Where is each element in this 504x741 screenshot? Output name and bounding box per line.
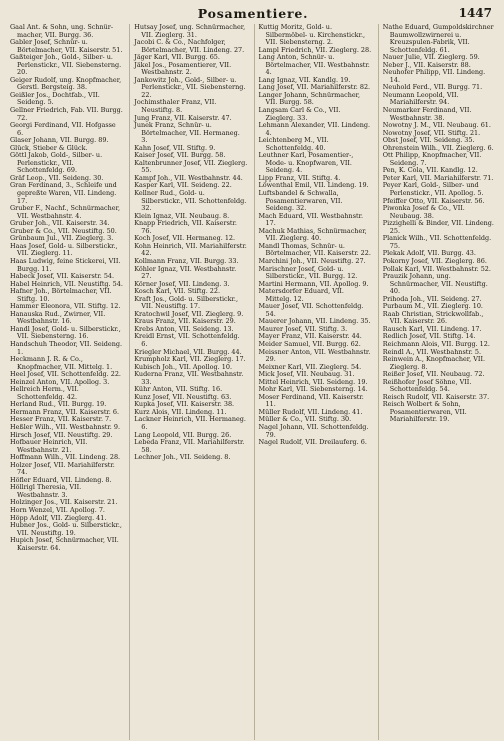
directory-entry: Köhler Ignaz, VII. Westbahnstr. 27.	[134, 264, 237, 281]
directory-entry: Gruber F., Nachf., Schnürmacher, VII. Westbahnstr. 4.	[10, 204, 120, 220]
directory-entry: Leichtenberg M., VII. Schottenfeldg. 40.	[258, 136, 329, 152]
directory-entry: Höfler Eduard, VII. Lindeng. 8.	[10, 475, 112, 484]
directory-entry: Hermann Franz, VII. Kaiserstr. 6.	[10, 407, 120, 416]
directory-entry: Hafner Joh., Börtelmacher, VII. Stiftg. 10.	[10, 287, 112, 303]
directory-entry: Lipp Franz, VII. Stiftg. 4.	[258, 173, 341, 182]
directory-entry: Kupka Josef, VII. Kaiserstr. 38.	[134, 400, 235, 409]
directory-entry: Lang Anton, Schnür- u. Börtelmacher, VII. Westbahnstr. 4.	[258, 53, 370, 77]
directory-entry: Hesser Franz, VII. Kaiserstr. 7.	[10, 415, 112, 424]
directory-entry: Krumpholz Karl, VII. Zieglerg. 17.	[134, 355, 246, 364]
column-4	[378, 24, 496, 740]
directory-entry: Lampl Friedrich, VII. Zieglerg. 28.	[258, 45, 372, 54]
directory-entry: Reisch Wolbert & Sohn, Posamentierwaren, VII. Mariahilferstr. 19.	[382, 400, 467, 424]
directory-entry: Reisch Rudolf, VII. Kaiserstr. 37.	[382, 392, 490, 401]
directory-entry: Holzer Josef, VII. Mariahilferstr. 74.	[10, 460, 115, 477]
directory-entry: Kaltenbrunner Josef, VII. Zieglerg. 55.	[134, 158, 248, 175]
directory-entry: Prauzik Johann, ung. Schnürmacher, VII. Neustiftg. 40.	[382, 272, 488, 296]
directory-entry: Kriegler Michael, VII. Burgg. 44.	[134, 347, 242, 356]
directory-entry: Meissner Anton, VII. Westbahnstr. 29.	[258, 347, 371, 364]
directory-entry: Kurz Alois, VII. Lindeng. 11.	[134, 407, 227, 416]
directory-entry: Pen, K. Cola, VII. Kandlg. 12.	[382, 166, 478, 175]
directory-entry: Ott Philipp, Knopfmacher, VII. Seideng. 7.	[382, 151, 482, 167]
directory-entry: Moser Ferdinand, VII. Kaiserstr. 11.	[258, 392, 364, 409]
directory-entry: Piwonka Josef & Co., VII. Neubaug. 38.	[382, 204, 465, 220]
directory-entry: Hirsch Josef, VII. Neustiftg. 29.	[10, 430, 113, 439]
directory-entry: Lehmann Alexander, VII. Lindeng. 4.	[258, 121, 371, 137]
directory-entry: Obst Josef, VII. Seideng. 35.	[382, 136, 475, 145]
directory-entry: Marchini Joh., VII. Neustiftg. 27.	[258, 256, 366, 265]
directory-entry: Jacobi C. & Co., Nachfolger, Börtelmacher, VII. Lindeng. 27.	[134, 38, 245, 54]
directory-entry: Mohr Karl, VII. Siebensterng. 14.	[258, 385, 368, 394]
directory-entry: Plekak Adolf, VII. Burgg. 43.	[382, 249, 476, 258]
directory-entry: Pollak Karl, VII. Westbahnstr. 52.	[382, 264, 491, 273]
directory-entry: Haas Ludwig, feine Stickerei, VII. Burgg. 11.	[10, 256, 121, 273]
directory-entry: Neber J., VII. Kaiserstr. 88.	[382, 60, 471, 69]
directory-entry: Lebeda Franz, VII. Mariahilferstr. 58.	[134, 438, 245, 454]
directory-entry: Meider Samuel, VII. Burgg. 62.	[258, 339, 361, 348]
directory-entry: Jochimsthaler Franz, VII. Neustiftg. 8.	[134, 98, 217, 115]
directory-entry: Kubisch Joh., VII. Apollog. 10.	[134, 362, 233, 371]
columns	[10, 24, 496, 740]
directory-entry: Grünbaum Jul., VII. Zieglerg. 3.	[10, 234, 114, 243]
directory-entry: Mach Eduard, VII. Westbahnstr. 17.	[258, 211, 363, 228]
directory-entry: Kasper Karl, VII. Seideng. 22.	[134, 181, 232, 190]
directory-entry: Neuhold Ferd., VII. Burgg. 71.	[382, 83, 483, 92]
directory-entry: Kunz Josef, VII. Neustiftg. 63.	[134, 392, 232, 401]
directory-entry: Geiger Rudolf, ung. Knopfmacher, Gerstl. Bergsteig. 38.	[10, 75, 122, 92]
section-title: Posamentiere.	[197, 6, 309, 21]
directory-entry: Rausch Karl, VII. Lindeng. 17.	[382, 324, 482, 333]
directory-entry: Redlich Josef, VII. Stiftg. 14.	[382, 332, 476, 341]
directory-entry: Kühr Anton, VII. Stiftg. 16.	[134, 385, 223, 394]
directory-entry: Pokorny Josef, VII. Zieglerg. 86.	[382, 256, 487, 265]
directory-entry: Maurer Josef, VII. Stiftg. 3.	[258, 324, 348, 333]
directory-entry: Hubner Jos., Gold- u. Silberstickr., VII. Neustiftg. 19.	[10, 521, 122, 537]
directory-entry: Pizzighelli & Binder, VII. Lindeng. 25.	[382, 219, 494, 235]
directory-entry: Kreidl Ernst, VII. Schottenfeldg. 6.	[134, 332, 240, 348]
directory-entry: Langer Johann, Schnürmacher, VII. Burgg. 58.	[258, 90, 361, 107]
directory-entry: Gellner Friedrich, Fab. VII. Burgg. 72.	[10, 106, 123, 122]
directory-entry: Gruber Joh., VII. Kaiserstr. 34.	[10, 219, 110, 228]
directory-entry: Kampf Joh., VII. Westbahnstr. 44.	[134, 173, 243, 182]
directory-entry: Lang Josef, VII. Mariahilferstr. 82.	[258, 83, 371, 92]
directory-entry: Luftsbandel & Schwalla, Posamentierwaren, VII. Seideng. 32.	[258, 189, 343, 213]
directory-entry: Koch Josef, VII. Hermaneg. 12.	[134, 234, 236, 243]
directory-entry: Handschuh Theodor, VII. Seideng. 1.	[10, 339, 123, 356]
directory-entry: Mauer Josef, VII. Schottenfeldg. 54.	[258, 302, 364, 318]
directory-entry: Löwenthal Emil, VII. Lindeng. 19.	[258, 181, 369, 190]
directory-entry: Matersdorfer Eduard, VII. Mittelg. 12.	[258, 287, 344, 303]
directory-entry: Gran Ferdinand, 3., Schleife und gepreßte Waren, VII. Lindeng. 17.	[10, 181, 117, 205]
directory-entry: Gabler Josef, Schnür- u. Börtelmacher, VII. Kaiserstr. 51.	[10, 38, 123, 54]
directory-entry: Junek Franz, Schnür- u. Börtelmacher, VII. Hermaneg. 3.	[134, 121, 240, 145]
directory-entry: Kohn Heinrich, VII. Mariahilferstr. 42.	[134, 241, 247, 258]
directory-entry: Glaser Johann, VII. Burgg. 89.	[10, 136, 109, 145]
directory-entry: Neumarker Ferdinand, VII. Westbahnstr. 38.	[382, 106, 472, 122]
directory-entry: Knapp Friedrich, VII. Kaiserstr. 76.	[134, 219, 237, 235]
directory-entry: Kosch Karl, VII. Stiftg. 22.	[134, 287, 221, 296]
directory-entry: Gräf Leop., VII. Seideng. 30.	[10, 173, 104, 182]
directory-entry: Nowotny J. M., VII. Neubaug. 61.	[382, 121, 491, 130]
directory-entry: Mayer Franz, VII. Kaiserstr. 44.	[258, 332, 362, 341]
directory-entry: Hofbauer Heinrich, VII. Westbahnstr. 21.	[10, 438, 88, 454]
directory-entry: Hoffmann Wilh., VII. Lindeng. 28.	[10, 453, 121, 462]
directory-entry: Höpp Adolf, VII. Zieglerg. 41.	[10, 513, 107, 522]
column-2	[129, 24, 247, 740]
directory-entry: Müller Rudolf, VII. Lindeng. 41.	[258, 407, 363, 416]
directory-entry: Jung Franz, VII. Kaiserstr. 47.	[134, 113, 232, 122]
directory-entry: Heel Josef, VII. Schottenfeldg. 22.	[10, 370, 121, 379]
directory-entry: Reinwein A., Knopfmacher, VII. Zieglerg. 8.	[382, 355, 486, 371]
directory-entry: Leuthner Karl, Posamentier-, Mode- u. Knopfwaren, VII. Seideng. 4.	[258, 151, 354, 175]
directory-entry: Gaßteiger Joh., Gold-, Silber- u. Perlenstickr., VII. Siebensterng. 20.	[10, 53, 122, 77]
directory-entry: Heinzel Anton, VII. Apollog. 3.	[10, 377, 110, 386]
directory-entry: Neuhofer Philipp, VII. Lindeng. 14.	[382, 68, 486, 84]
directory-entry: Jäger Karl, VII. Burgg. 65.	[134, 53, 220, 62]
directory-entry: Mauerer Johann, VII. Lindeng. 35.	[258, 317, 371, 326]
directory-entry: Habeck Josef, VII. Kaiserstr. 54.	[10, 272, 115, 281]
directory-entry: Höllrigl Theresia, VII. Westbahnstr. 3.	[10, 483, 82, 499]
directory-entry: Lackner Heinrich, VII. Hermaneg. 6.	[134, 415, 246, 431]
column-3	[254, 24, 372, 740]
directory-entry: Nowotny Josef, VII. Stiftg. 21.	[382, 128, 481, 137]
directory-entry: Kuderna Franz, VII. Westbahnstr. 33.	[134, 370, 244, 386]
directory-entry: Meixner Karl, VII. Zieglerg. 54.	[258, 362, 362, 371]
directory-entry: Haas Josef, Gold- u. Silberstickr., VII. Zieglerg. 11.	[10, 241, 118, 258]
directory-entry: Handl Josef, Gold- u. Silberstickr., VII. Siebensterng. 16.	[10, 324, 121, 341]
directory-entry: Kellner Rud., Gold- u. Silberstickr., VII. Schottenfeldg. 32.	[134, 189, 247, 213]
directory-entry: Nagel Johann, VII. Schottenfeldg. 79.	[258, 422, 369, 439]
page-header	[10, 6, 496, 22]
directory-entry: Hupich Josef, Schnürmacher, VII. Kaiserstr. 64.	[10, 536, 119, 552]
directory-entry: Mandl Thomas, Schnür- u. Börtelmacher, VII. Kaiserstr. 22.	[258, 241, 371, 258]
directory-entry: Marischner Josef, Gold- u. Silberstickr., VII. Burgg. 12.	[258, 264, 358, 281]
directory-entry: Kraus Franz, VII. Kaiserstr. 29.	[134, 317, 236, 326]
directory-entry: Kahn Josef, VII. Stiftg. 9.	[134, 143, 216, 152]
directory-entry: Lang Ignaz, VII. Kandlg. 19.	[258, 75, 351, 84]
directory-entry: Purbaum M., VII. Zieglerg. 10.	[382, 302, 483, 311]
directory-entry: Lechner Joh., VII. Seideng. 8.	[134, 453, 231, 462]
directory-entry: Martini Hermann, VII. Apollog. 9.	[258, 279, 369, 288]
directory-entry: Jäkel Jos., Posamentierer, VII. Westbahnstr. 2.	[134, 60, 232, 77]
directory-entry: Heßler Wilh., VII. Westbahnstr. 9.	[10, 422, 120, 431]
directory-entry: Kraft Jos., Gold- u. Silberstickr., VII. Neustiftg. 17.	[134, 294, 238, 311]
directory-entry: Machuk Mathias, Schnürmacher, VII. Zieglerg. 40.	[258, 226, 367, 243]
directory-entry: Georgi Ferdinand, VII. Hofgasse 6.	[10, 121, 116, 137]
column-1	[10, 24, 123, 740]
directory-entry: Mittel Heinrich, VII. Seideng. 19.	[258, 377, 368, 386]
directory-entry: Hammer Eleonora, VII. Stiftg. 12.	[10, 302, 121, 311]
directory-entry: Kratochwil Josef, VII. Zieglerg. 9.	[134, 309, 244, 318]
directory-entry: Gaal Ant. & Sohn, ung. Schnür-macher, VII. Burgg. 36.	[10, 24, 114, 39]
directory-entry: Göttl Jakob, Gold-, Silber- u. Perlenstickr., VII. Schottenfeldg. 69.	[10, 151, 103, 175]
directory-entry: Kuttig Moritz, Gold- u. Silbermöbel- u. Kirchenstickr., VII. Siebensterng. 2.	[258, 24, 366, 47]
directory-entry: Nathe Eduard, Gumpoldskirchner Baumwollzwirnerei u. Kreuzspulen-Fabrik, VII. Schottenfeldg. 61.	[382, 24, 494, 54]
directory-entry: Planick Wilh., VII. Schottenfeldg. 75.	[382, 234, 492, 250]
directory-entry: Kollmann Franz, VII. Burgg. 33.	[134, 256, 239, 265]
directory-entry: Neumann Leopold, VII. Mariahilferstr. 94.	[382, 90, 459, 107]
directory-entry: Horn Wenzel, VII. Apollog. 7.	[10, 506, 105, 514]
directory-entry: Peter Karl, VII. Mariahilferstr. 71.	[382, 173, 494, 182]
directory-entry: Müller & Co., VII. Stiftg. 30.	[258, 415, 352, 424]
directory-entry: Glück, Stieber & Glück.	[10, 143, 88, 152]
directory-entry: Holzinger Jos., VII. Kaiserstr. 21.	[10, 498, 118, 507]
directory-entry: Hutsay Josef, ung. Schnürmacher, VII. Zieglerg. 31.	[134, 24, 246, 39]
directory-entry: Peyer Karl, Gold-, Silber- und Perlenstickr., VII. Apollog. 5.	[382, 181, 484, 198]
directory-entry: Jankowitz Joh., Gold-, Silber- u. Perlenstickr., VII. Siebensterng. 22.	[134, 75, 246, 99]
directory-entry: Reichmann Alois, VII. Burgg. 12.	[382, 339, 490, 348]
directory-entry: Herland Rud., VII. Burgg. 19.	[10, 400, 107, 409]
directory-entry: Klein Ignaz, VII. Neubaug. 8.	[134, 211, 230, 220]
directory-entry: Raab Christian, Strickwollfab., VII. Kaiserstr. 26.	[382, 309, 484, 326]
directory-entry: Geißler Jos., Dochtfab., VII. Seideng. 5.	[10, 90, 100, 107]
directory-entry: Kaiser Josef, VII. Burgg. 58.	[134, 151, 226, 160]
directory-entry: Reißer Josef, VII. Neubaug. 72.	[382, 370, 485, 379]
directory-entry: Krebs Anton, VII. Seideng. 13.	[134, 324, 234, 333]
directory-entry: Hellreich Herm., VII. Schottenfeldg. 42.	[10, 385, 79, 401]
directory-entry: Pfeiffer Otto, VII. Kaiserstr. 56.	[382, 196, 485, 205]
directory-entry: Heckmann J. R. & Co., Knopfmacher, VII. Mittelg. 1.	[10, 355, 113, 371]
directory-entry: Nauer Julie, VII. Zieglerg. 59.	[382, 53, 480, 62]
directory-entry: Langsam Carl & Co., VII. Zieglerg. 33.	[258, 106, 341, 122]
directory-entry: Nagel Rudolf, VII. Dreilauferg. 6.	[258, 438, 367, 447]
page-number: 1447	[458, 6, 492, 20]
directory-entry: Lang Leopold, VII. Burgg. 26.	[134, 430, 232, 439]
directory-entry: Hanauska Rud., Zwirner, VII. Westbahnstr. 16.	[10, 309, 106, 326]
directory-entry: Prihoda Joh., VII. Seideng. 27.	[382, 294, 482, 303]
directory-entry: Habel Heinrich, VII. Neustiftg. 54.	[10, 279, 123, 288]
directory-entry: Körner Josef, VII. Lindeng. 3.	[134, 279, 230, 288]
directory-entry: Gruber & Co., VII. Neustiftg. 50.	[10, 226, 117, 235]
directory-entry: Ohrenstein Wilh., VII. Zieglerg. 6.	[382, 143, 494, 152]
directory-entry: Reißhofer Josef Söhne, VII. Schottenfeldg. 54.	[382, 377, 472, 394]
directory-entry: Mick Josef, VII. Neubaug. 31.	[258, 370, 355, 379]
directory-entry: Reindl A., VII. Westbahnstr. 5.	[382, 347, 481, 356]
